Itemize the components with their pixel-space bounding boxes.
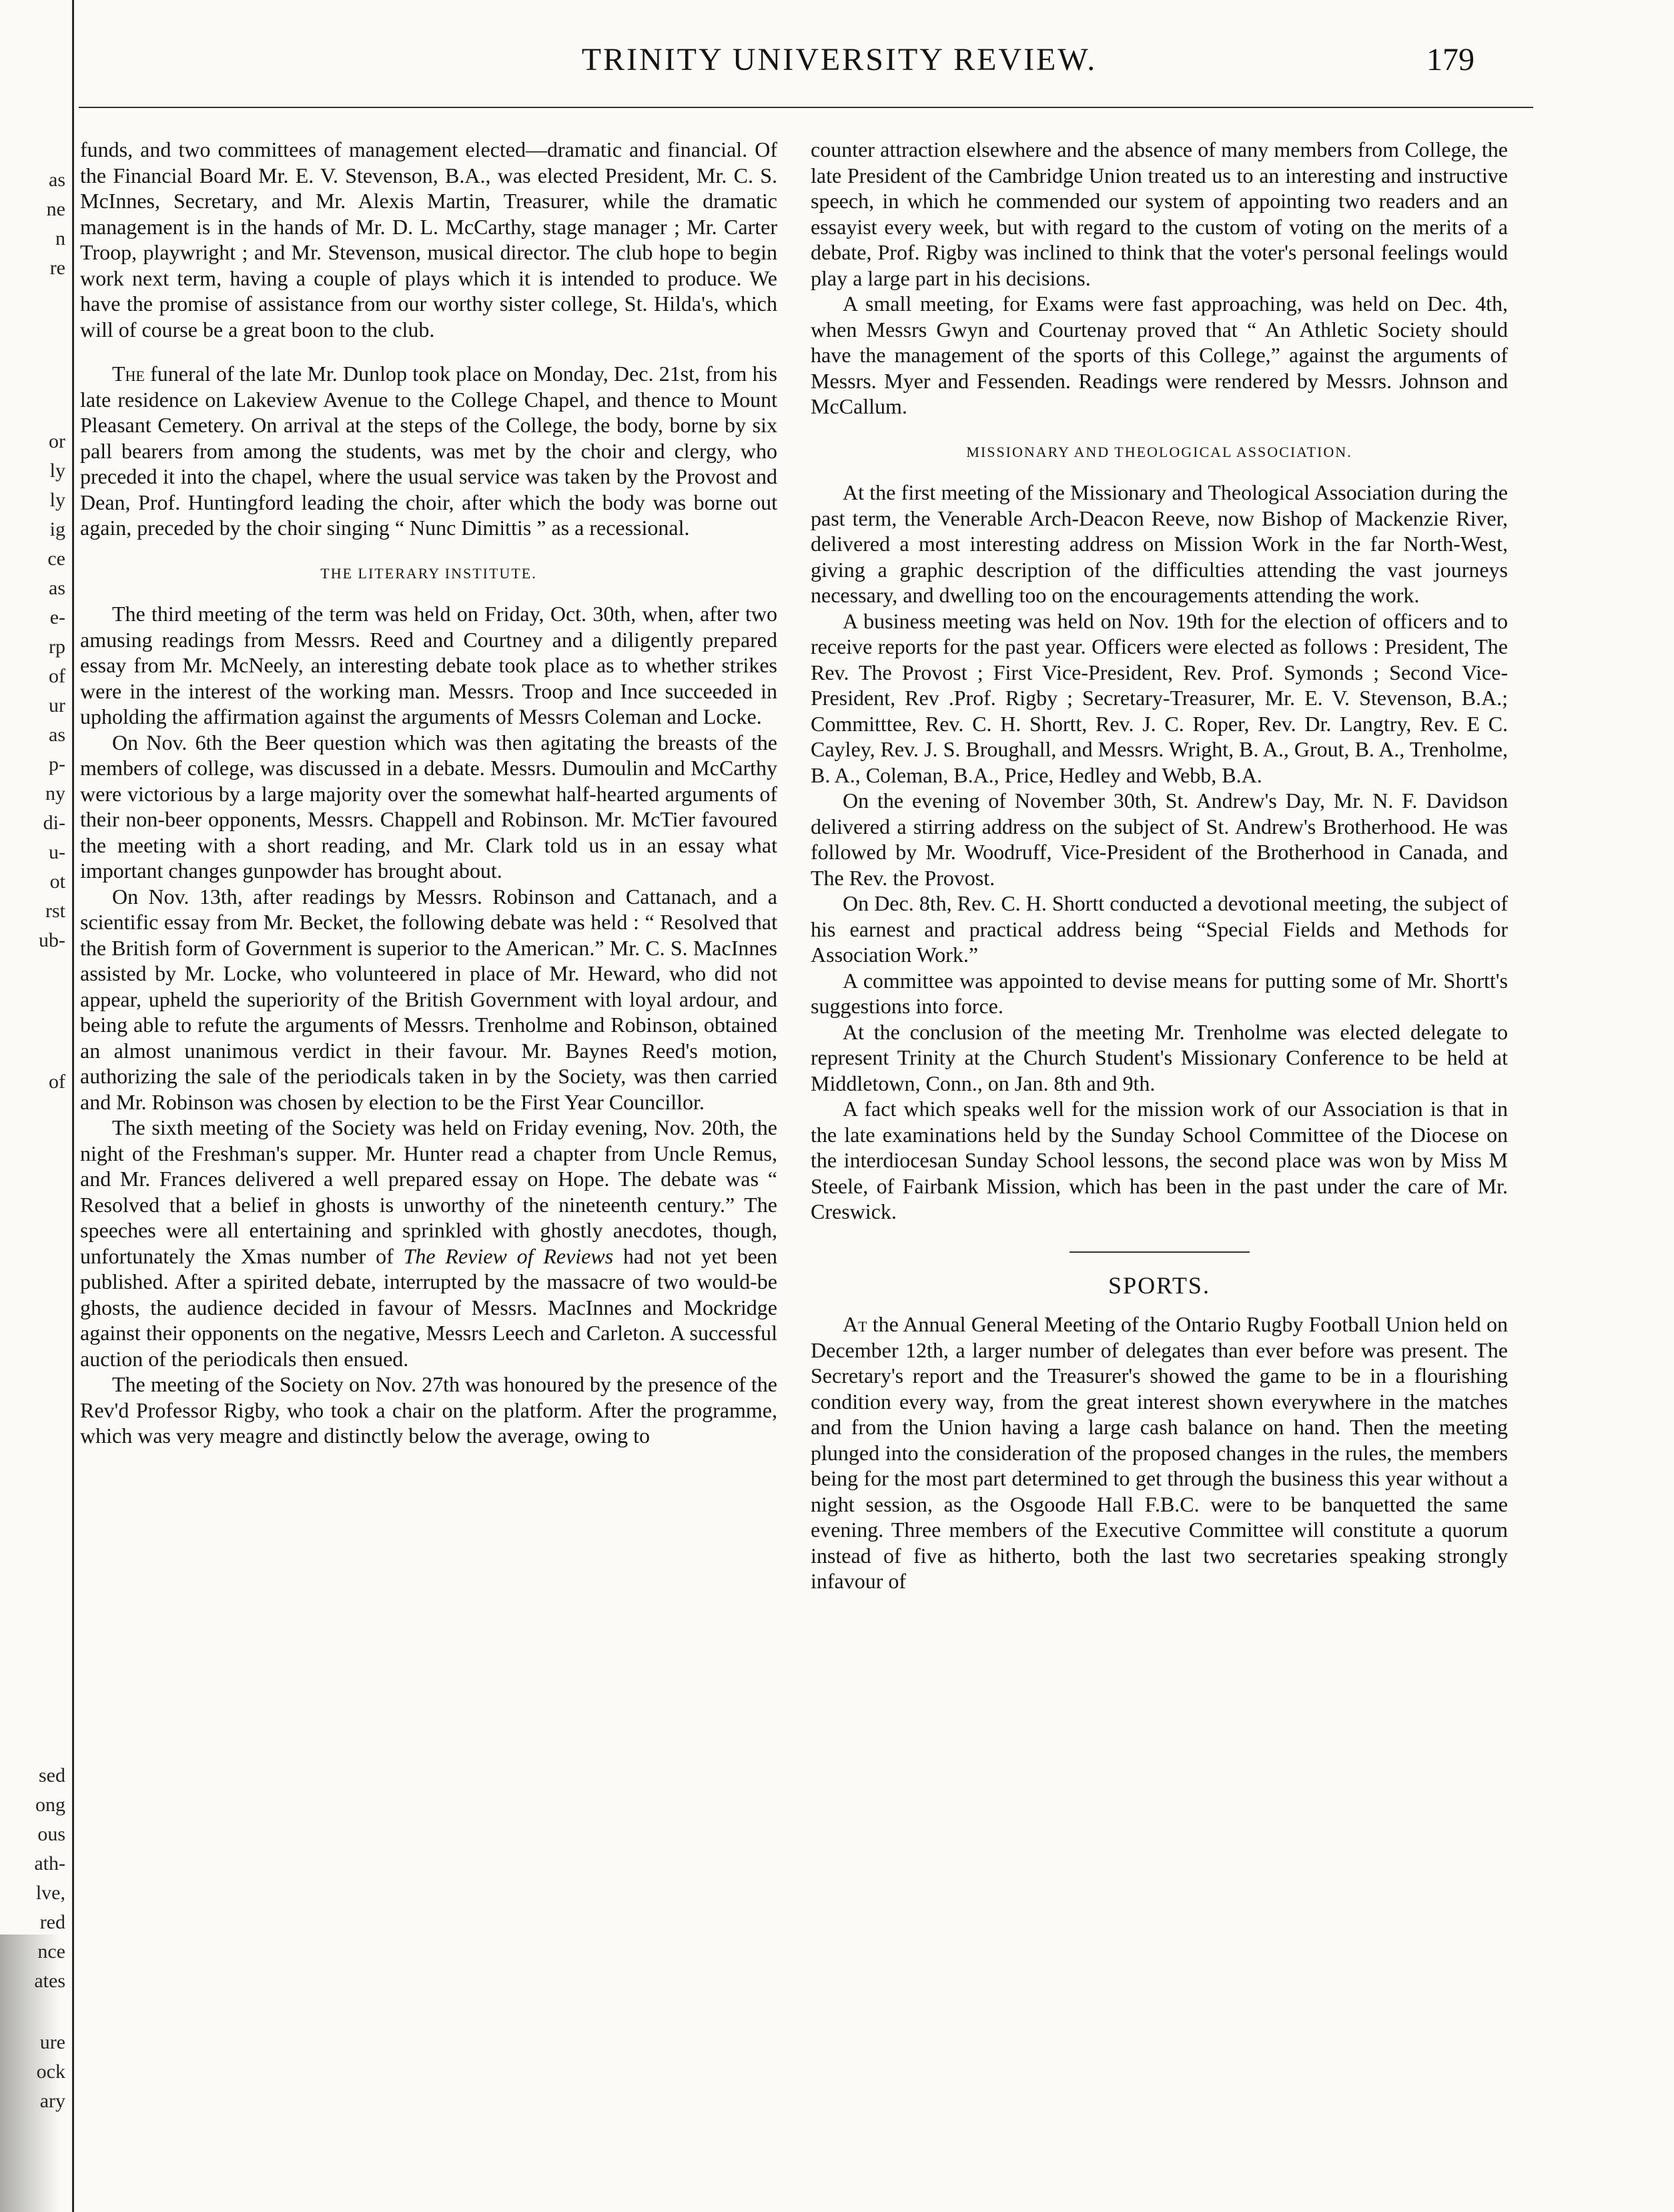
spine-fragment: as — [49, 577, 65, 599]
paragraph — [80, 361, 777, 541]
spine-fragment: sed — [39, 1764, 65, 1786]
paragraph: On Nov. 6th the Beer question which was then agitating the breasts of the members of college, was discussed in a debate. Messrs. Dumoulin and McCarthy were victorious by a large majority over the somewhat half-hearted arguments of their non-beer opponents, Messrs. Chappell and Robinson. Mr. McTier favoured the meeting with a short reading, and Mr. Clark told us in an essay what important changes gunpowder has brought about. — [80, 730, 777, 883]
spine-fragment: red — [39, 1911, 65, 1933]
spine-fragment: ub- — [39, 929, 65, 951]
paragraph: A small meeting, for Exams were fast approaching, was held on Dec. 4th, when Messrs Gwyn and Courtenay proved that “ An Athletic Society should have the management of the sports of this College,” against the arguments of Messrs. Myer and Fessenden. Readings were rendered by Messrs. Johnson and McCallum. — [811, 292, 1508, 418]
spine-fragment: lve, — [35, 1882, 65, 1904]
paragraph: On Dec. 8th, Rev. C. H. Shortt conducted a devotional meeting, the subject of his earnest and practical address being “Special Fields and Methods for Association Work.” — [811, 891, 1508, 967]
paragraph: A business meeting was held on Nov. 19th for the election of officers and to receive reports for the past year. Officers were elected as follows : President, The Rev. The Provost ; First Vice-President, Rev. Prof. Symonds ; Second Vice-President, Rev .Prof. Rigby ; Secretary-Treasurer, Mr. E. V. Stevenson, B.A.; Committtee, Rev. C. H. Shortt, Rev. J. C. Roper, Rev. Dr. Langtry, Rev. E C. Cayley, Rev. J. S. Broughall, and Messrs. Wright, B. A., Grout, B. A., Trenholme, B. A., Coleman, B.A., Price, Hedley and Webb, B.A. — [811, 608, 1508, 787]
spine-fragment: as — [49, 169, 65, 191]
spine-fragment: ly — [49, 460, 65, 482]
paragraph-text: the Annual General Meeting of the Ontario Rugby Football Union held on December 12th, a larger number of delegates than ever before was present. The Secretary's report and the Treasurer's showed the game to be in a flourishing condition every way, from the great interest shown everywhere in the matches and from the Union having a large cash balance on hand. Then the meeting plunged into the consideration of the proposed changes in the rules, the members being for the most part determined to get through the business this year without a night session, as the Osgoode Hall F.B.C. were to be banquetted the same evening. Three members of the Executive Committee will constitute a quorum instead of five as hitherto, both the last two secretaries speaking strongly infavour of — [811, 1312, 1508, 1593]
section-heading: MISSIONARY AND THEOLOGICAL ASSOCIATION. — [966, 443, 1352, 460]
lead-word: At — [843, 1312, 867, 1336]
paragraph: A committee was appointed to devise means for putting some of Mr. Shortt's suggestions into force. — [811, 968, 1508, 1018]
spine-fragment: ous — [37, 1823, 65, 1845]
paragraph: funds, and two committees of management elected—dramatic and financial. Of the Financial Board Mr. E. V. Stevenson, B.A., was elected President, Mr. C. S. McInnes, Secretary, and Mr. Alexis Martin, Treasurer, while the dramatic management is in the hands of Mr. D. L. McCarthy, stage manager ; Mr. Carter Troop, playwright ; and Mr. Stevenson, musical director. The club hope to begin work next term, having a couple of plays which it is intended to produce. We have the promise of assistance from our worthy sister college, St. Hilda's, which will of course be a great boon to the club. — [80, 137, 777, 342]
spine-fragment: ates — [34, 1970, 65, 1992]
spine-fragment: or — [49, 430, 65, 452]
spine-fragment: nce — [37, 1941, 65, 1963]
left-column — [80, 137, 777, 1449]
spine-fragment: of — [49, 1071, 65, 1093]
spine-fragment: of — [49, 665, 65, 687]
section-heading: THE LITERARY INSTITUTE. — [320, 564, 537, 582]
spine-fragment: ure — [39, 2031, 65, 2053]
spine-fragment: ce — [47, 548, 65, 570]
spine-fragment: as — [49, 724, 65, 746]
paragraph: The third meeting of the term was held on Friday, Oct. 30th, when, after two amusing readings from Messrs. Reed and Courtney and a diligently prepared essay from Mr. McNeely, an interesting debate took place as to whether strikes were in the interest of the working man. Messrs. Troop and Ince succeeded in upholding the affirmation against the arguments of Messrs Coleman and Locke. — [80, 602, 777, 728]
paragraph: A fact which speaks well for the mission work of our Association is that in the late examinations held by the Sunday School Committee of the Diocese on the interdiocesan Sunday School lessons, the second place was won by Miss M Steele, of Fairbank Mission, which has been in the past under the care of Mr. Creswick. — [811, 1097, 1508, 1223]
spine-fragment: di- — [43, 812, 65, 834]
spine-fragment: ig — [49, 518, 65, 540]
publication-title: The Review of Reviews — [403, 1243, 614, 1268]
spine-fragment: ary — [39, 2090, 65, 2112]
paragraph: The meeting of the Society on Nov. 27th was honoured by the presence of the Rev'd Professor Rigby, who took a chair on the platform. After the programme, which was very meagre and distinctly below the average, owing to — [80, 1372, 777, 1448]
spine-fragment: n — [55, 227, 65, 249]
spine-fragment: p- — [49, 753, 65, 775]
paragraph: At the first meeting of the Missionary and Theological Association during the past term, the Venerable Arch-Deacon Reeve, now Bishop of Mackenzie River, delivered a most interesting address on Mission Work in the far North-West, giving a graphic description of the difficulties attending the vast journeys necessary, and dwelling too on the encouragements attending the work. — [811, 480, 1508, 607]
spine-fragment: rst — [45, 900, 65, 922]
page-header — [79, 41, 1547, 88]
page-number: 179 — [1426, 42, 1475, 77]
spine-fragment: ong — [35, 1794, 65, 1816]
spine-fragment: ly — [49, 489, 65, 511]
paragraph: On the evening of November 30th, St. Andrew's Day, Mr. N. F. Davidson delivered a stirring address on the subject of St. Andrew's Brotherhood. He was followed by Mr. Woodruff, Vice-President of the Brotherhood in Canada, and The Rev. the Provost. — [811, 788, 1508, 890]
spine-fragment: ock — [36, 2061, 65, 2083]
spine-fragment: e- — [49, 606, 65, 628]
spine-fragment: ur — [49, 694, 65, 716]
spine-fragment: rp — [49, 636, 65, 658]
spine-fragment: re — [49, 257, 65, 279]
paragraph: At the conclusion of the meeting Mr. Trenholme was elected delegate to represent Trinity at the Church Student's Missionary Conference to be held at Middletown, Conn., on Jan. 8th and 9th. — [811, 1019, 1508, 1095]
paragraph-text: The sixth meeting of the Society was held on Friday evening, Nov. 20th, the night of the Freshman's supper. Mr. Hunter read a chapter from Uncle Remus, and Mr. Frances delivered a well prepared essay on Hope. The debate was “ Resolved that a belief in ghosts is unworthy of the nineteenth century.” The speeches were all entertaining and sprinkled with ghostly anecdotes, though, unfortunately the Xmas number of — [80, 1115, 777, 1268]
spine-fragment: ot — [49, 871, 65, 893]
running-head: TRINITY UNIVERSITY REVIEW. — [581, 42, 1098, 77]
lead-word: The — [112, 362, 145, 386]
paragraph — [80, 1115, 777, 1371]
spine-fragment: u- — [49, 841, 65, 863]
paragraph-text: funeral of the late Mr. Dunlop took place on Monday, Dec. 21st, from his late residence on Lakeview Avenue to the College Chapel, and thence to Mount Pleasant Cemetery. On arrival at the steps of the College, the body, borne by six pall bearers from among the students, was met by the choir and clergy, who preceded it into the chapel, where the usual service was taken by the Provost and Dean, Prof. Huntingford leading the choir, after which the body was borne out again, preceded by the choir singing “ Nunc Dimittis ” as a recessional. — [80, 362, 777, 540]
section-divider — [1070, 1251, 1250, 1253]
paragraph: On Nov. 13th, after readings by Messrs. Robinson and Cattanach, and a scientific essay from Mr. Becket, the following debate was held : “ Resolved that the British form of Government is superior to the American.” Mr. C. S. MacInnes assisted by Mr. Locke, who volunteered in place of Mr. Heward, who did not appear, upheld the superiority of the British Government with loyal ardour, and being able to refute the arguments of Messrs. Trenholme and Robinson, obtained an almost unanimous verdict in their favour. Mr. Baynes Reed's motion, authorizing the sale of the periodicals taken in by the Society, was then carried and Mr. Robinson was chosen by election to be the First Year Councillor. — [80, 884, 777, 1114]
paragraph: counter attraction elsewhere and the absence of many members from College, the late President of the Cambridge Union treated us to an interesting and instructive speech, in which he commended our system of appointing two readers and an essayist every week, but with regard to the custom of voting on the merits of a debate, Prof. Rigby was inclined to think that the voter's personal feelings would play a large part in his decisions. — [811, 137, 1508, 290]
binding-shadow — [0, 1934, 60, 2212]
adjacent-page-edge — [0, 0, 74, 2212]
spine-fragment: ath- — [34, 1852, 65, 1874]
header-rule — [79, 107, 1533, 108]
spine-fragment: ne — [46, 198, 65, 220]
right-column — [811, 137, 1508, 1594]
section-heading: SPORTS. — [1108, 1271, 1210, 1299]
paragraph-text: had not yet been published. After a spirited debate, interrupted by the massacre of two would-be ghosts, the audience decided in favour of Messrs. MacInnes and Mockridge against their opponents on the negative, Messrs Leech and Carleton. A successful auction of the periodicals then ensued. — [80, 1243, 778, 1371]
paragraph — [811, 1311, 1508, 1594]
spine-fragment: ny — [45, 782, 65, 804]
